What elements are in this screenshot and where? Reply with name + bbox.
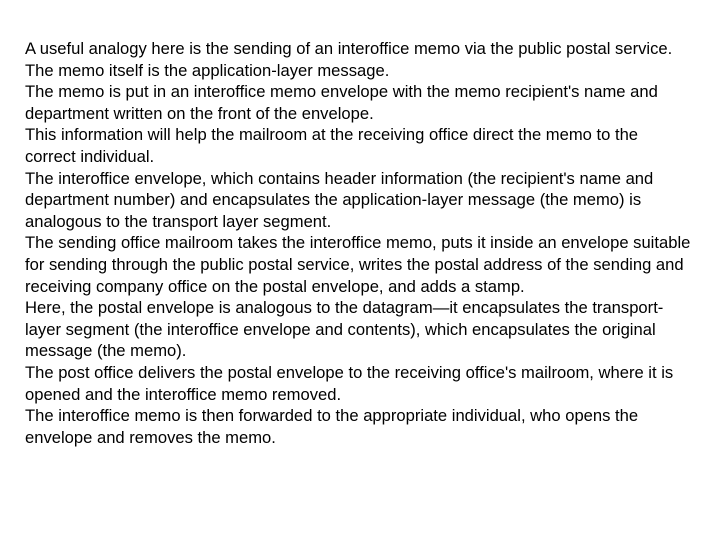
paragraph-datagram: Here, the postal envelope is analogous to the datagram—it encapsulates the transport-layer segment (the interoffice envelope and contents), which encapsulates the original message (the memo). xyxy=(25,298,664,361)
body-text xyxy=(25,38,693,448)
paragraph-sending-mailroom: The sending office mailroom takes the interoffice memo, puts it inside an envelope suitable for sending through the public postal service, writes the postal address of the sending and receiving company office on the postal envelope, and adds a stamp. xyxy=(25,233,691,296)
paragraph-memo-message: The memo itself is the application-layer message. xyxy=(25,60,390,80)
paragraph-mailroom-direction: This information will help the mailroom at the receiving office direct the memo to the correct individual. xyxy=(25,125,639,166)
paragraph-memo-envelope: The memo is put in an interoffice memo envelope with the memo recipient's name and department written on the front of the envelope. xyxy=(25,82,658,123)
paragraph-transport-segment: The interoffice envelope, which contains header information (the recipient's name and department number) and encapsulates the application-layer message (the memo) is analogous to the transport layer segment. xyxy=(25,168,654,231)
paragraph-analogy-intro: A useful analogy here is the sending of an interoffice memo via the public postal service. xyxy=(25,39,673,58)
paragraph-post-office-delivery: The post office delivers the postal envelope to the receiving office's mailroom, where it is opened and the interoffice memo removed. xyxy=(25,362,674,404)
paragraph-memo-forwarded: The interoffice memo is then forwarded to the appropriate individual, who opens the envelope and removes the memo. xyxy=(25,406,639,447)
